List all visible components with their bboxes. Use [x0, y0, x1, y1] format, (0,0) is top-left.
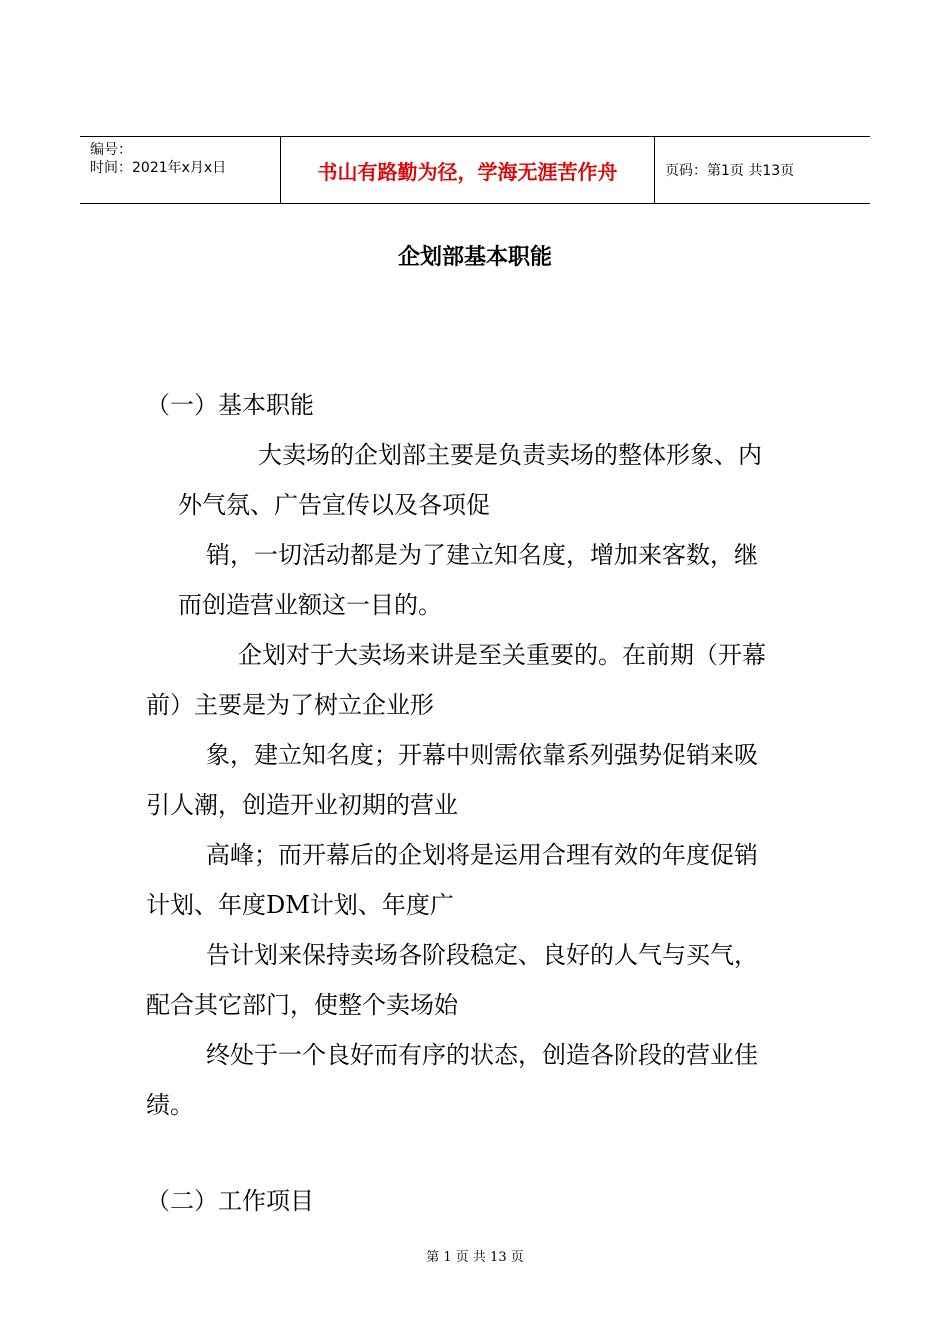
body-line: 销，一切活动都是为了建立知名度，增加来客数，继 — [206, 541, 758, 569]
body-line: 终处于一个良好而有序的状态，创造各阶段的营业佳 — [206, 1041, 758, 1069]
body-line: 高峰；而开幕后的企划将是运用合理有效的年度促销 — [206, 841, 758, 869]
body-line: 大卖场的企划部主要是负责卖场的整体形象、内 — [258, 441, 762, 469]
header-meta-cell — [80, 137, 281, 203]
section-heading-2: （二）工作项目 — [146, 1187, 314, 1215]
page-info-cell — [655, 137, 870, 203]
time-label: 时间：2021年x月x日 — [90, 160, 227, 176]
body-line: 绩。 — [146, 1091, 194, 1119]
section-heading-1: （一）基本职能 — [146, 391, 314, 419]
body-line: 前）主要是为了树立企业形 — [146, 691, 434, 719]
body-line: 告计划来保持卖场各阶段稳定、良好的人气与买气， — [206, 941, 758, 969]
page-footer: 第 1 页 共 13 页 — [426, 1250, 524, 1265]
motto-text: 书山有路勤为径，学海无涯苦作舟 — [317, 159, 618, 184]
header-table — [80, 136, 870, 204]
page-info-text: 页码：第1页 共13页 — [665, 163, 795, 179]
body-line: 而创造营业额这一目的。 — [178, 591, 442, 619]
body-line: 配合其它部门，使整个卖场始 — [146, 991, 458, 1019]
body-line: 计划、年度DM计划、年度广 — [146, 891, 454, 919]
motto-cell — [281, 137, 655, 203]
body-line: 企划对于大卖场来讲是至关重要的。在前期（开幕 — [238, 641, 766, 669]
document-title: 企划部基本职能 — [397, 245, 552, 270]
body-line: 引人潮，创造开业初期的营业 — [146, 791, 458, 819]
number-label: 编号： — [90, 142, 132, 158]
body-line: 外气氛、广告宣传以及各项促 — [178, 491, 490, 519]
body-line: 象，建立知名度；开幕中则需依靠系列强势促销来吸 — [206, 741, 758, 769]
